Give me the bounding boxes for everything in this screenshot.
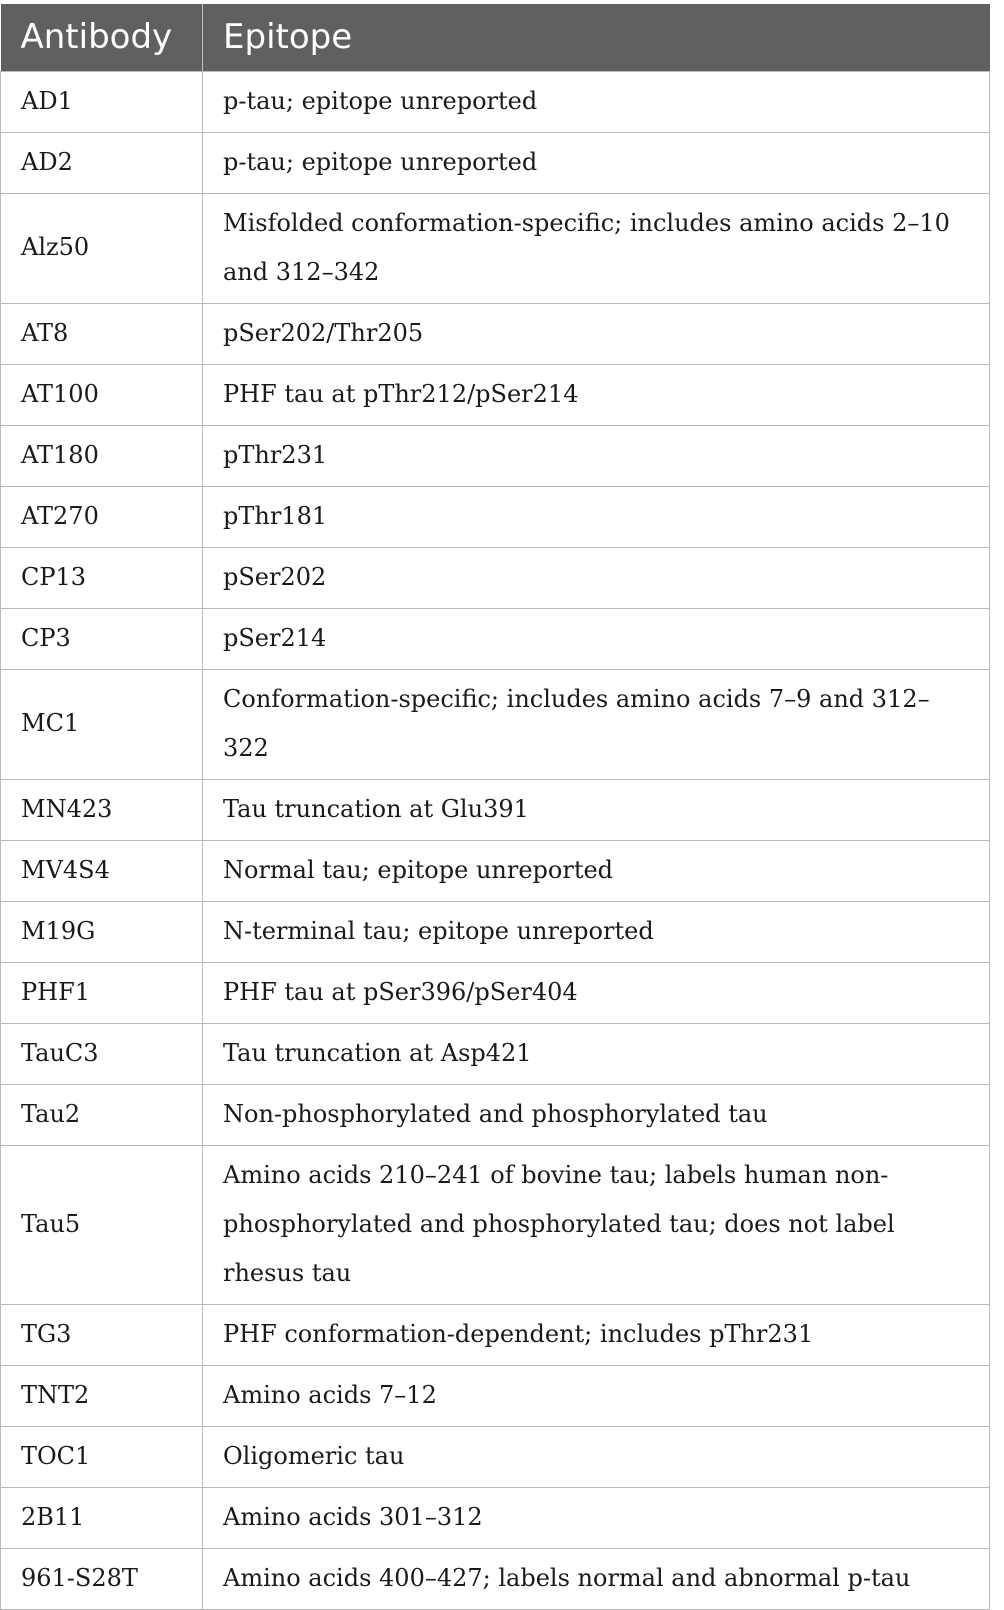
table-body [1,71,990,1609]
table-row [1,1084,990,1145]
antibody-cell: CP3 [1,608,203,669]
antibody-cell: AT270 [1,486,203,547]
epitope-cell: p-tau; epitope unreported [203,132,990,193]
table-row [1,1548,990,1609]
table-row [1,1023,990,1084]
antibody-cell: MN423 [1,779,203,840]
antibody-epitope-table [0,4,990,1610]
epitope-cell: Amino acids 301–312 [203,1487,990,1548]
epitope-cell: pSer202 [203,547,990,608]
antibody-cell: MV4S4 [1,840,203,901]
antibody-cell: AD2 [1,132,203,193]
table-row [1,71,990,132]
antibody-cell: M19G [1,901,203,962]
table-row [1,547,990,608]
antibody-cell: Tau5 [1,1145,203,1304]
antibody-cell: 2B11 [1,1487,203,1548]
antibody-cell: PHF1 [1,962,203,1023]
antibody-cell: AD1 [1,71,203,132]
epitope-cell: pSer202/Thr205 [203,303,990,364]
header-antibody: Antibody [1,4,203,71]
antibody-cell: AT8 [1,303,203,364]
epitope-cell: Amino acids 7–12 [203,1365,990,1426]
epitope-cell: Conformation-specific; includes amino acids 7–9 and 312–322 [203,669,990,779]
antibody-cell: TOC1 [1,1426,203,1487]
antibody-cell: MC1 [1,669,203,779]
table-row [1,779,990,840]
epitope-cell: pThr181 [203,486,990,547]
table-row [1,132,990,193]
antibody-cell: CP13 [1,547,203,608]
epitope-cell: PHF tau at pThr212/pSer214 [203,364,990,425]
epitope-cell: pSer214 [203,608,990,669]
antibody-table-container [0,4,989,1610]
table-row [1,364,990,425]
antibody-cell: AT100 [1,364,203,425]
table-row [1,1304,990,1365]
table-row [1,962,990,1023]
table-row [1,840,990,901]
antibody-cell: AT180 [1,425,203,486]
antibody-cell: TauC3 [1,1023,203,1084]
table-row [1,669,990,779]
table-header [1,4,990,71]
antibody-cell: Tau2 [1,1084,203,1145]
table-row [1,608,990,669]
epitope-cell: PHF tau at pSer396/pSer404 [203,962,990,1023]
header-row [1,4,990,71]
epitope-cell: Amino acids 400–427; labels normal and abnormal p-tau [203,1548,990,1609]
epitope-cell: Non-phosphorylated and phosphorylated tau [203,1084,990,1145]
antibody-cell: Alz50 [1,193,203,303]
epitope-cell: Normal tau; epitope unreported [203,840,990,901]
table-row [1,425,990,486]
epitope-cell: Tau truncation at Glu391 [203,779,990,840]
epitope-cell: Oligomeric tau [203,1426,990,1487]
table-row [1,486,990,547]
epitope-cell: N-terminal tau; epitope unreported [203,901,990,962]
table-row [1,1487,990,1548]
table-row [1,1365,990,1426]
table-row [1,1145,990,1304]
header-epitope: Epitope [203,4,990,71]
epitope-cell: PHF conformation-dependent; includes pThr231 [203,1304,990,1365]
epitope-cell: p-tau; epitope unreported [203,71,990,132]
epitope-cell: pThr231 [203,425,990,486]
table-row [1,901,990,962]
table-row [1,193,990,303]
epitope-cell: Misfolded conformation-specific; includes amino acids 2–10 and 312–342 [203,193,990,303]
epitope-cell: Amino acids 210–241 of bovine tau; labels human non-phosphorylated and phosphorylated tau; does not label rhesus tau [203,1145,990,1304]
antibody-cell: 961-S28T [1,1548,203,1609]
epitope-cell: Tau truncation at Asp421 [203,1023,990,1084]
antibody-cell: TG3 [1,1304,203,1365]
antibody-cell: TNT2 [1,1365,203,1426]
table-row [1,303,990,364]
table-row [1,1426,990,1487]
